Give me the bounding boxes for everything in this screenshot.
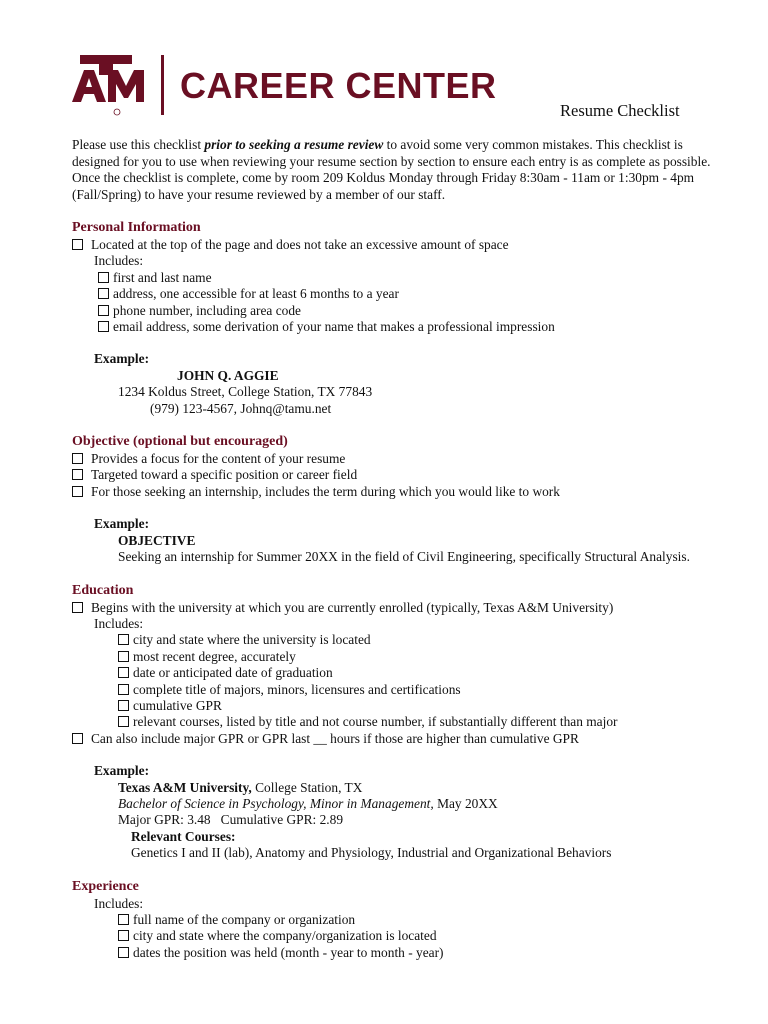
checkbox[interactable] bbox=[72, 469, 83, 480]
item-text: Targeted toward a specific position or career field bbox=[91, 467, 358, 483]
example-objective-text: Seeking an internship for Summer 20XX in the field of Civil Engineering, specifically Structural Analysis. bbox=[118, 549, 690, 565]
includes-label: Includes: bbox=[94, 895, 144, 911]
sub-item bbox=[72, 714, 712, 730]
checkbox[interactable] bbox=[98, 305, 109, 316]
list-item bbox=[72, 484, 712, 500]
checkbox[interactable] bbox=[118, 667, 129, 678]
example-degree bbox=[72, 796, 712, 812]
checkbox[interactable] bbox=[118, 930, 129, 941]
intro-post: to avoid some very common mistakes. This checklist is designed for you to use when reviewing your resume section by section to ensure each entry is as complete as possible. Once the checklist is complete, come by room 209 Koldus Monday through Friday 8:30am - 11am or 1:30pm - 4pm (Fall/Spring) to have your resume reviewed by a member of our staff. bbox=[72, 137, 711, 202]
example-courses-label: Relevant Courses: bbox=[131, 828, 236, 844]
sub-item bbox=[72, 303, 712, 319]
sub-item bbox=[72, 286, 712, 302]
item-text: full name of the company or organization bbox=[133, 912, 356, 927]
example-address: 1234 Koldus Street, College Station, TX 77843 bbox=[118, 384, 373, 400]
example-label: Example: bbox=[94, 516, 150, 532]
item-text: email address, some derivation of your name that makes a professional impression bbox=[113, 319, 555, 335]
degree-text: Bachelor of Science in Psychology, Minor in Management, bbox=[118, 795, 434, 811]
example-label: Example: bbox=[94, 763, 150, 779]
tamu-career-center-logo bbox=[70, 52, 497, 120]
example-school bbox=[72, 780, 712, 796]
checkbox[interactable] bbox=[72, 733, 83, 744]
sub-item bbox=[72, 270, 712, 286]
item-text: dates the position was held (month - year to month - year) bbox=[133, 944, 444, 960]
sub-item bbox=[72, 912, 712, 928]
checkbox[interactable] bbox=[72, 239, 83, 250]
item-text: Begins with the university at which you are currently enrolled (typically, Texas A&M University) bbox=[91, 599, 614, 615]
list-item bbox=[72, 467, 712, 483]
list-item bbox=[72, 600, 712, 616]
checkbox[interactable] bbox=[72, 486, 83, 497]
item-text: Can also include major GPR or GPR last __ hours if those are higher than cumulative GPR bbox=[91, 730, 579, 746]
sub-item bbox=[72, 682, 712, 698]
item-text: date or anticipated date of graduation bbox=[133, 665, 333, 681]
sub-item bbox=[72, 649, 712, 665]
checkbox[interactable] bbox=[98, 272, 109, 283]
includes-label: Includes: bbox=[94, 615, 144, 631]
school-name: Texas A&M University, bbox=[118, 779, 252, 795]
item-text: relevant courses, listed by title and not course number, if substantially different than major bbox=[133, 714, 618, 730]
example-name: JOHN Q. AGGIE bbox=[177, 367, 279, 383]
checkbox[interactable] bbox=[118, 914, 129, 925]
checkbox[interactable] bbox=[118, 947, 129, 958]
checkbox[interactable] bbox=[72, 453, 83, 464]
checkbox[interactable] bbox=[118, 651, 129, 662]
checkbox[interactable] bbox=[98, 288, 109, 299]
item-text: city and state where the university is located bbox=[133, 632, 371, 648]
checkbox[interactable] bbox=[118, 634, 129, 645]
section-heading-experience: Experience bbox=[72, 878, 139, 894]
degree-date: May 20XX bbox=[433, 795, 498, 811]
section-heading-objective: Objective (optional but encouraged) bbox=[72, 434, 288, 450]
section-heading-personal: Personal Information bbox=[72, 220, 201, 235]
example-label: Example: bbox=[94, 351, 150, 367]
checkbox[interactable] bbox=[118, 716, 129, 727]
document-body bbox=[72, 137, 712, 961]
example-contact: (979) 123-4567, Johnq@tamu.net bbox=[150, 400, 332, 416]
checkbox[interactable] bbox=[118, 700, 129, 711]
list-item bbox=[72, 731, 712, 747]
intro-emphasis: prior to seeking a resume review bbox=[204, 137, 384, 152]
item-text: complete title of majors, minors, licensures and certifications bbox=[133, 681, 461, 697]
item-text: For those seeking an internship, includes the term during which you would like to work bbox=[91, 483, 560, 499]
checkbox[interactable] bbox=[98, 321, 109, 332]
sub-item bbox=[72, 698, 712, 714]
section-heading-education: Education bbox=[72, 582, 134, 598]
item-text: Located at the top of the page and does not take an excessive amount of space bbox=[91, 237, 509, 252]
sub-item bbox=[72, 632, 712, 648]
item-text: first and last name bbox=[113, 269, 212, 285]
list-item bbox=[72, 451, 712, 467]
intro-pre: Please use this checklist bbox=[72, 137, 205, 152]
example-gpr: Major GPR: 3.48 Cumulative GPR: 2.89 bbox=[118, 812, 344, 828]
sub-item bbox=[72, 945, 712, 961]
item-text: city and state where the company/organization is located bbox=[133, 928, 437, 944]
document-title: Resume Checklist bbox=[560, 101, 680, 120]
school-city: College Station, TX bbox=[251, 779, 363, 795]
includes-label: Includes: bbox=[94, 253, 144, 269]
item-text: cumulative GPR bbox=[133, 697, 222, 713]
sub-item bbox=[72, 665, 712, 681]
item-text: Provides a focus for the content of your resume bbox=[91, 451, 346, 467]
intro-paragraph bbox=[72, 137, 712, 203]
checkbox[interactable] bbox=[72, 602, 83, 613]
sub-item bbox=[72, 319, 712, 335]
item-text: address, one accessible for at least 6 months to a year bbox=[113, 286, 399, 302]
item-text: phone number, including area code bbox=[113, 302, 301, 318]
example-courses: Genetics I and II (lab), Anatomy and Physiology, Industrial and Organizational Behaviors bbox=[131, 845, 612, 861]
checkbox[interactable] bbox=[118, 684, 129, 695]
example-objective-heading: OBJECTIVE bbox=[118, 532, 196, 548]
brand-wordmark: CAREER CENTER bbox=[180, 65, 497, 106]
sub-item bbox=[72, 928, 712, 944]
item-text: most recent degree, accurately bbox=[133, 648, 296, 664]
list-item bbox=[72, 237, 712, 253]
